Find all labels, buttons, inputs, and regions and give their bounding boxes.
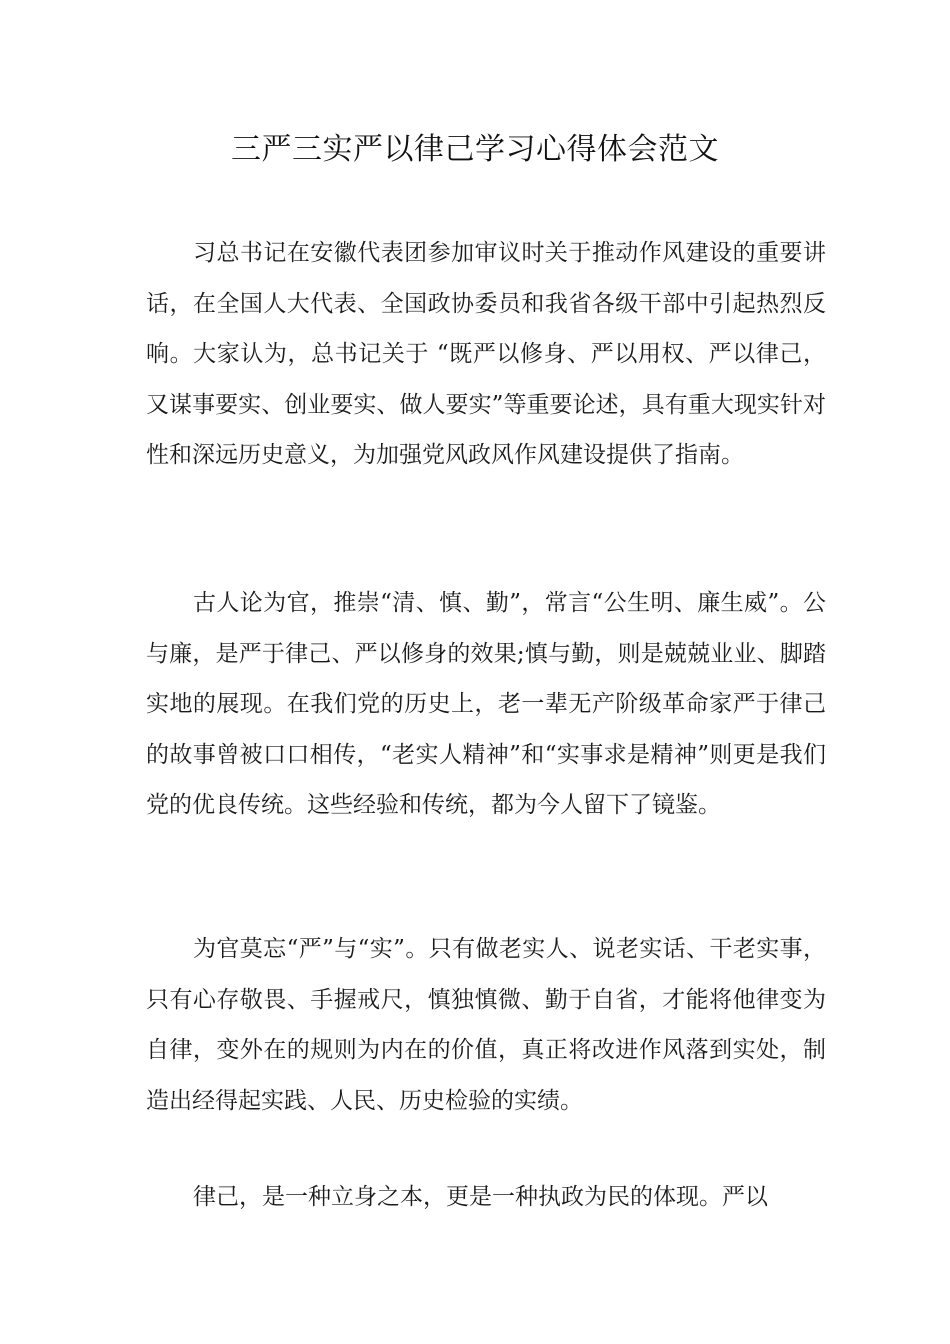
paragraph-4: 律己，是一种立身之本，更是一种执政为民的体现。严以 <box>193 1184 768 1210</box>
paragraph-3: 为官莫忘“严”与“实”。只有做老实人、说老实话、干老实事，只有心存敬畏、手握戒尺，慎独慎微、勤于自省，才能将他律变为自律，变外在的规则为内在的价值，真正将改进作风落到实处，制造出经得起实践、人民、历史检验的实绩。 <box>146 936 826 1114</box>
document-title: 三严三实严以律己学习心得体会范文 <box>231 132 719 167</box>
paragraph-2: 古人论为官，推崇“清、慎、勤”，常言“公生明、廉生威”。公与廉，是严于律己、严以修身的效果;慎与勤，则是兢兢业业、脚踏实地的展现。在我们党的历史上，老一辈无产阶级革命家严于律己的故事曾被口口相传，“老实人精神”和“实事求是精神”则更是我们党的优良传统。这些经验和传统，都为今人留下了镜鉴。 <box>146 590 826 818</box>
paragraph-1: 习总书记在安徽代表团参加审议时关于推动作风建设的重要讲话，在全国人大代表、全国政协委员和我省各级干部中引起热烈反响。大家认为，总书记关于 “既严以修身、严以用权、严以律己，又谋事要实、创业要实、做人要实”等重要论述，具有重大现实针对性和深远历史意义，为加强党风政风作风建设提供了指南。 <box>146 240 826 468</box>
